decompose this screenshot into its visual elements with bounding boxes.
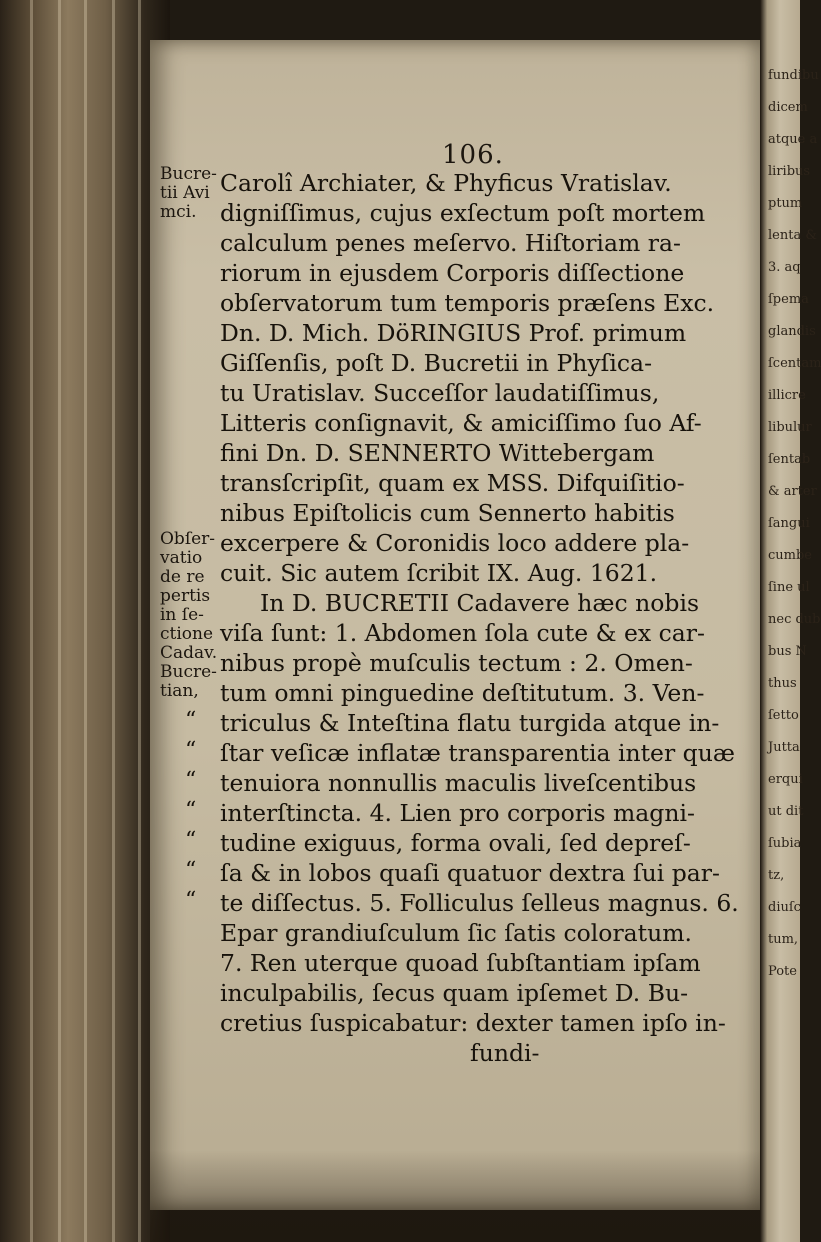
- quotation-mark: “: [185, 708, 197, 733]
- facing-page-fragment: illicre: [768, 388, 806, 403]
- text-line: excerpere & Coronidis loco addere pla-: [220, 529, 690, 557]
- facing-page-fragment: ut dit: [768, 804, 804, 819]
- page-edge-ridge: [138, 0, 141, 1242]
- page-edge-ridge: [112, 0, 115, 1242]
- text-line: fundi-: [470, 1039, 540, 1067]
- text-line: obſervatorum tum temporis præſens Exc.: [220, 289, 715, 317]
- facing-page-fragment: 3. aq: [768, 260, 801, 275]
- margin-note-observatio: Obſer- vatio de re pertis in ſe- ctione Cadav. Bucre- tian,: [160, 529, 218, 701]
- page-edge-ridge: [30, 0, 33, 1242]
- page-edge-ridge: [58, 0, 61, 1242]
- text-line: fini Dn. D. SENNERTO Wittebergam: [220, 439, 655, 467]
- facing-page-fragment: ptum: [768, 196, 803, 211]
- text-line: tudine exiguus, forma ovali, ſed depreſ-: [220, 829, 691, 857]
- facing-page-fragment: ſine ul: [768, 580, 810, 595]
- quotation-mark: “: [185, 798, 197, 823]
- facing-page-fragment: thus: [768, 676, 797, 691]
- facing-page-fragment: cumbe: [768, 548, 812, 563]
- text-line: cuit. Sic autem ſcribit IX. Aug. 1621.: [220, 559, 658, 587]
- quotation-mark: “: [185, 768, 197, 793]
- text-line: tum omni pinguedine deſtitutum. 3. Ven-: [220, 679, 705, 707]
- text-line: te diſſectus. 5. Folliculus ſelleus magnus. 6.: [220, 889, 739, 917]
- facing-page-fragment: tum,: [768, 932, 799, 947]
- facing-page-fragment: ſangui: [768, 516, 810, 531]
- facing-page-fragment: ſetto: [768, 708, 799, 723]
- text-line: Dn. D. Mich. DöRINGIUS Prof. primum: [220, 319, 687, 347]
- facing-page-fragment: lenta &: [768, 228, 817, 243]
- facing-page-fragment: diuſc: [768, 900, 801, 915]
- facing-page-fragment: ſubia: [768, 836, 802, 851]
- page-edge-ridge: [84, 0, 87, 1242]
- text-line: ſa & in lobos quaſi quatuor dextra ſui par-: [220, 859, 720, 887]
- facing-page-fragments: [768, 60, 821, 988]
- quotation-mark: “: [185, 738, 197, 763]
- text-line: viſa ſunt: 1. Abdomen ſola cute & ex car-: [220, 619, 705, 647]
- facing-page-fragment: ſcentam: [768, 356, 821, 371]
- text-line: inculpabilis, ſecus quam ipſemet D. Bu-: [220, 979, 689, 1007]
- facing-page-fragment: & arter: [768, 484, 817, 499]
- text-line: transſcripſit, quam ex MSS. Difquiſitio-: [220, 469, 685, 497]
- text-line: triculus & Inteſtina flatu turgida atque in-: [220, 709, 720, 737]
- facing-page-fragment: liribus: [768, 164, 811, 179]
- text-line: Epar grandiuſculum ſic ſatis coloratum.: [220, 919, 693, 947]
- book-gutter: [0, 0, 170, 1242]
- text-line: calculum penes meſervo. Hiſtoriam ra-: [220, 229, 681, 257]
- text-line: digniſſimus, cujus exſectum poſt mortem: [220, 199, 706, 227]
- quotation-mark: “: [185, 888, 197, 913]
- page-number: 106.: [442, 140, 504, 170]
- facing-page-fragment: erqui: [768, 772, 803, 787]
- quotation-mark: “: [185, 858, 197, 883]
- facing-page-fragment: glandis: [768, 324, 816, 339]
- text-line: riorum in ejusdem Corporis diſſectione: [220, 259, 685, 287]
- text-line: interſtincta. 4. Lien pro corporis magni-: [220, 799, 695, 827]
- facing-page-fragment: Jutta: [768, 740, 800, 755]
- text-line: Giſſenſis, poſt D. Bucretii in Phyſica-: [220, 349, 653, 377]
- facing-page-fragment: atque a: [768, 132, 818, 147]
- text-line: nibus Epiſtolicis cum Sennerto habitis: [220, 499, 675, 527]
- page-bottom-shadow: [150, 1150, 760, 1242]
- facing-page-fragment: dicem: [768, 100, 808, 115]
- facing-page-fragment: Pote: [768, 964, 797, 979]
- text-line: cretius ſuspicabatur: dexter tamen ipſo in-: [220, 1009, 726, 1037]
- text-line: Carolî Archiater, & Phyficus Vratislav.: [220, 169, 672, 197]
- text-line: tenuiora nonnullis maculis liveſcentibus: [220, 769, 697, 797]
- text-line: tu Uratislav. Succeſſor laudatiſſimus,: [220, 379, 660, 407]
- facing-page-fragment: tz,: [768, 868, 785, 883]
- facing-page-fragment: bus N: [768, 644, 807, 659]
- facing-page-fragment: ſpema: [768, 292, 809, 307]
- text-line: 7. Ren uterque quoad ſubſtantiam ipſam: [220, 949, 701, 977]
- text-line: Litteris conſignavit, & amiciſſimo ſuo Af-: [220, 409, 702, 437]
- margin-note-bucretii: Bucre- tii Avi mci.: [160, 164, 217, 222]
- facing-page-fragment: nec dub: [768, 612, 821, 627]
- facing-page-fragment: ſentab: [768, 452, 811, 467]
- text-line: In D. BUCRETII Cadavere hæc nobis: [260, 589, 700, 617]
- quotation-mark: “: [185, 828, 197, 853]
- text-line: ſtar veſicæ inflatæ transparentia inter quæ: [220, 739, 735, 767]
- text-line: nibus propè muſculis tectum : 2. Omen-: [220, 649, 693, 677]
- facing-page-fragment: fundibu: [768, 68, 819, 83]
- facing-page-fragment: libulur: [768, 420, 812, 435]
